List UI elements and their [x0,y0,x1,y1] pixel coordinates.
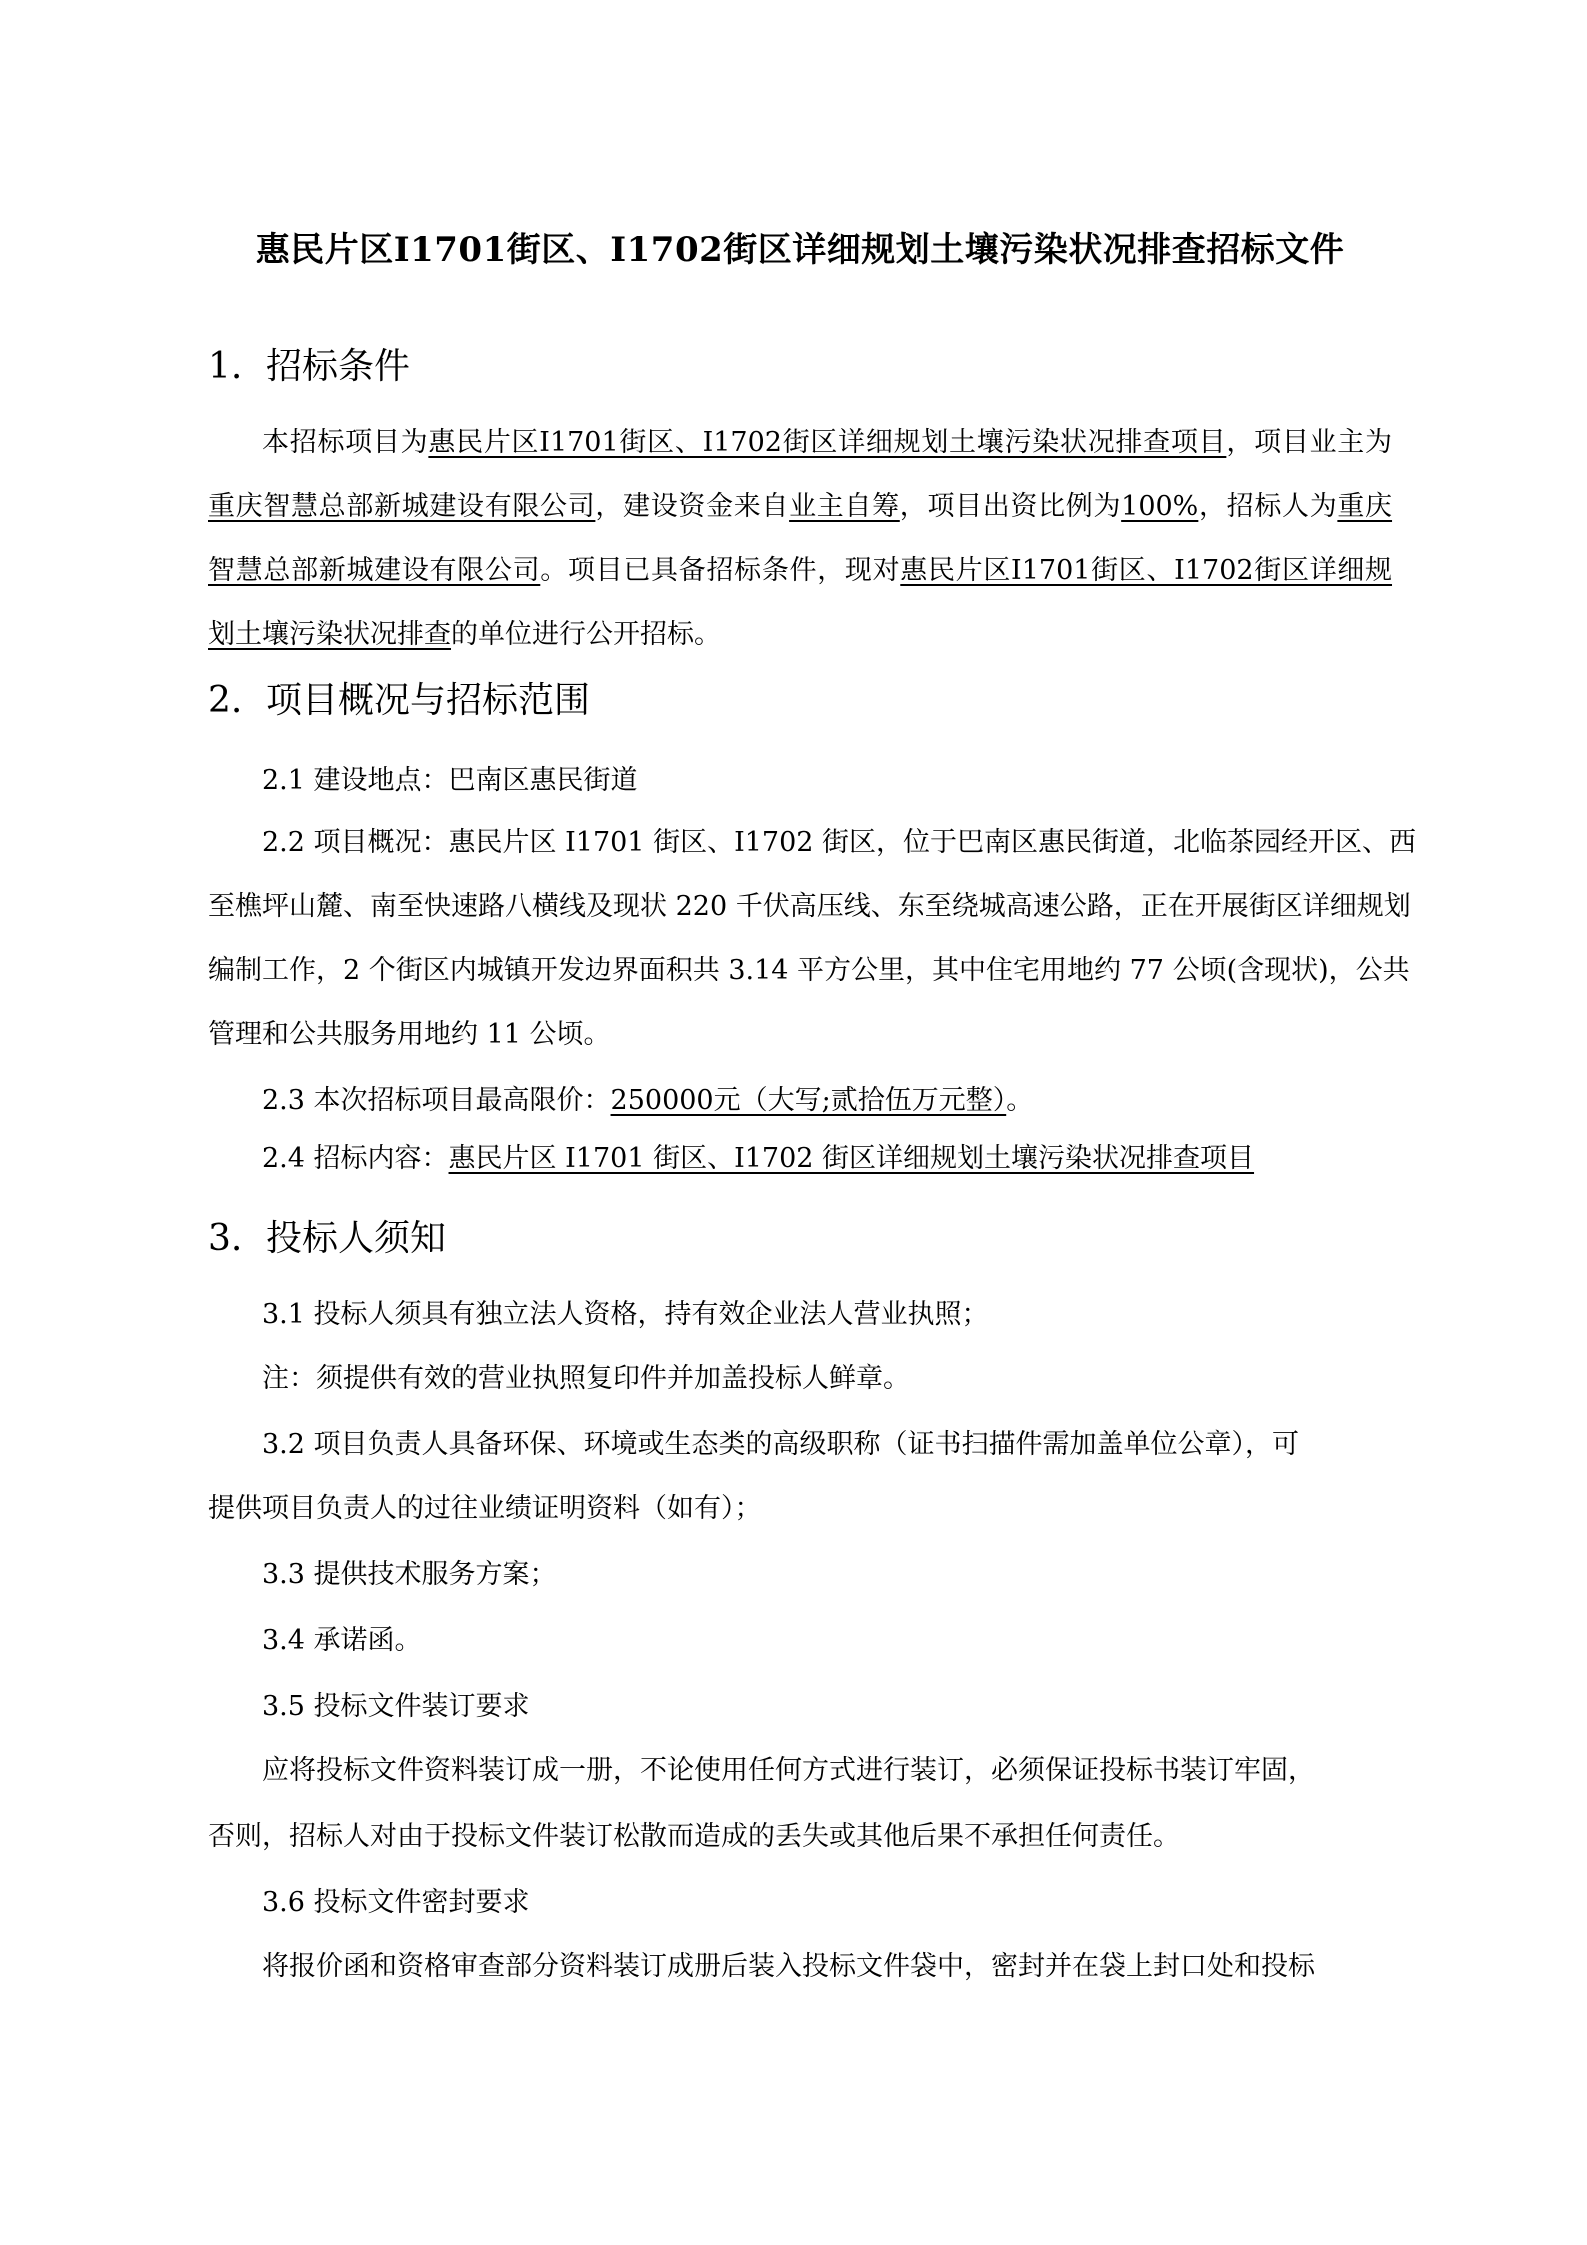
clause-2-3 [262,1078,1033,1117]
underlined-project-name: 惠民片区I1701街区、I1702街区详细规 [900,555,1393,586]
underlined-project-name: 划土壤污染状况排查 [208,619,451,650]
text-run: ，招标人为 [1198,491,1338,522]
text-run: ，项目出资比例为 [899,491,1122,522]
underlined-fund-source: 业主自筹 [789,491,900,522]
section-title: 项目概况与招标范围 [266,680,591,721]
underlined-owner-name: 重庆智慧总部新城建设有限公司 [208,491,596,522]
clause-3-5-text: 否则，招标人对由于投标文件装订松散而造成的丢失或其他后果不承担任何责任。 [208,1821,1180,1852]
text-run: 。 [1006,1085,1034,1116]
clause-2-2-line: 管理和公共服务用地约 11 公顷。 [208,1019,611,1050]
text-run: ，项目业主为 [1226,427,1393,458]
text-run: 的单位进行公开招标。 [451,619,721,650]
paragraph-line [208,612,1392,651]
text-run: 2.3 本次招标项目最高限价： [262,1085,611,1116]
section-1-heading [208,338,410,389]
section-number: 2. [208,680,243,721]
paragraph-line [208,484,1392,523]
clause-3-4: 3.4 承诺函。 [262,1625,422,1656]
section-number: 3. [208,1218,243,1259]
section-number: 1. [208,346,243,387]
clause-3-2-line: 3.2 项目负责人具备环保、环境或生态类的高级职称（证书扫描件需加盖单位公章），可 [262,1429,1300,1460]
section-3-heading [208,1210,446,1261]
clause-3-3: 3.3 提供技术服务方案； [262,1559,557,1590]
clause-3-6: 3.6 投标文件密封要求 [262,1887,530,1918]
clause-3-2-line: 提供项目负责人的过往业绩证明资料（如有）； [208,1493,762,1524]
underlined-tenderer-name: 重庆 [1337,491,1393,522]
paragraph-line [208,548,1392,587]
text-run: 2.4 招标内容： [262,1143,449,1174]
clause-2-4 [262,1136,1254,1175]
text-run: ，建设资金来自 [595,491,790,522]
clause-3-6-text: 将报价函和资格审查部分资料装订成册后装入投标文件袋中，密封并在袋上封口处和投标 [262,1951,1315,1982]
clause-2-1: 2.1 建设地点：巴南区惠民街道 [262,765,638,796]
document-title: 惠民片区I1701街区、I1702街区详细规划土壤污染状况排查招标文件 [255,230,1345,270]
underlined-project-name: 惠民片区I1701街区、I1702街区详细规划土壤污染状况排查项目 [428,427,1227,458]
clause-3-5: 3.5 投标文件装订要求 [262,1691,530,1722]
section-2-heading [208,672,590,723]
text-run: 本招标项目为 [262,427,429,458]
clause-2-2-line: 编制工作，2 个街区内城镇开发边界面积共 3.14 平方公里，其中住宅用地约 77 公顷(含现状)，公共 [208,955,1410,986]
section-title: 招标条件 [266,346,411,387]
underlined-price-limit: 250000元（大写;贰拾伍万元整） [610,1085,1007,1116]
clause-2-2-line: 2.2 项目概况：惠民片区 I1701 街区、I1702 街区，位于巴南区惠民街道，北临茶园经开区、西 [262,827,1417,858]
clause-3-5-text: 应将投标文件资料装订成一册，不论使用任何方式进行装订，必须保证投标书装订牢固， [262,1755,1315,1786]
underlined-ratio: 100% [1121,491,1199,522]
underlined-tenderer-name: 智慧总部新城建设有限公司 [208,555,541,586]
underlined-tender-content: 惠民片区 I1701 街区、I1702 街区详细规划土壤污染状况排查项目 [448,1143,1255,1174]
paragraph-line [208,420,1392,459]
text-run: 。项目已具备招标条件，现对 [540,555,901,586]
clause-2-2-line: 至樵坪山麓、南至快速路八横线及现状 220 千伏高压线、东至绕城高速公路，正在开展街区详细规划 [208,891,1411,922]
section-title: 投标人须知 [266,1218,447,1259]
clause-3-1: 3.1 投标人须具有独立法人资格，持有效企业法人营业执照； [262,1299,989,1330]
note: 注：须提供有效的营业执照复印件并加盖投标人鲜章。 [262,1363,910,1394]
